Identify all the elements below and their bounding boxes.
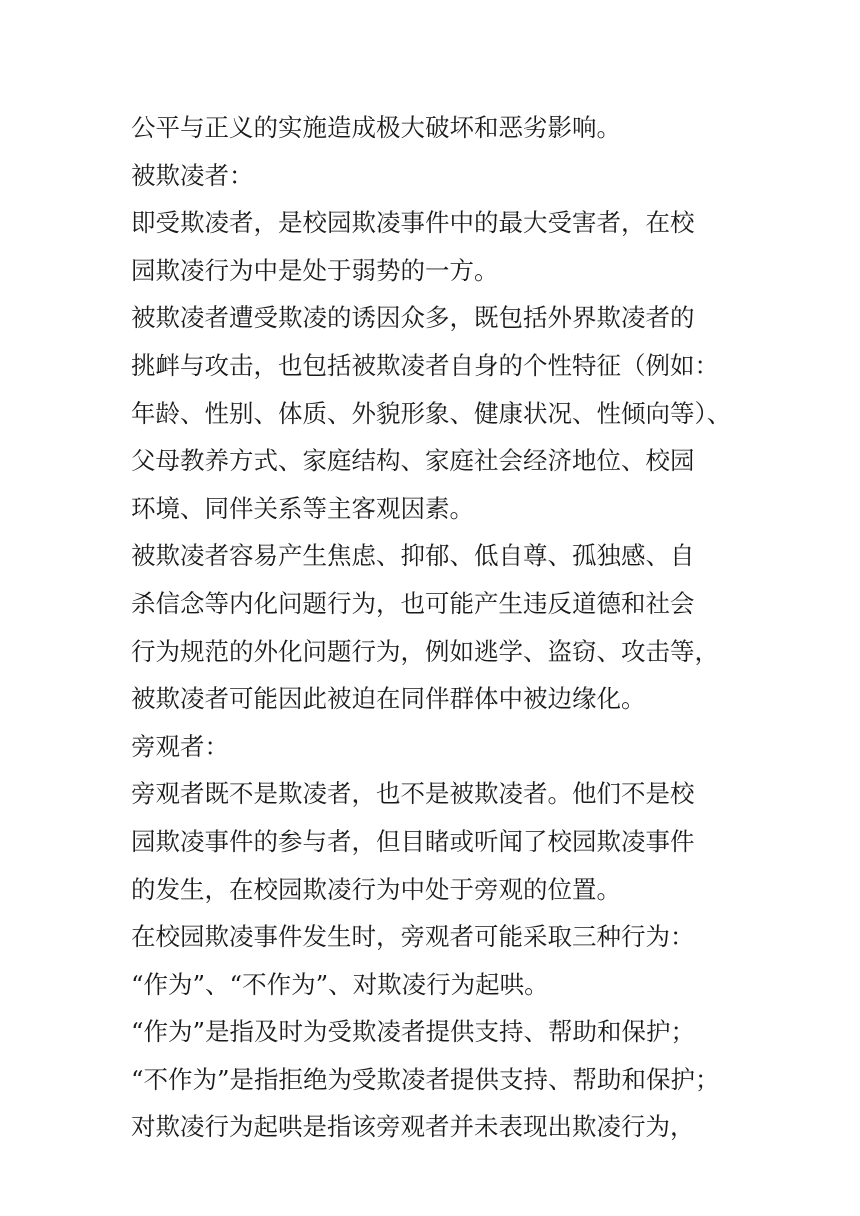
text-line: 被欺凌者可能因此被迫在同伴群体中被边缘化。	[131, 684, 646, 714]
text-line: 父母教养方式、家庭结构、家庭社会经济地位、校园	[131, 446, 695, 476]
document-body	[131, 104, 731, 1151]
text-line: 旁观者既不是欺凌者，也不是被欺凌者。他们不是校	[131, 779, 695, 809]
text-line: 公平与正义的实施造成极大破坏和恶劣影响。	[131, 113, 621, 142]
text-line: 杀信念等内化问题行为，也可能产生违反道德和社会	[131, 588, 695, 618]
section-heading-bullied: 被欺凌者：	[131, 160, 254, 190]
text-line: 对欺凌行为起哄是指该旁观者并未表现出欺凌行为，	[131, 1112, 695, 1142]
text-line: 被欺凌者容易产生焦虑、抑郁、低自尊、孤独感、自	[131, 541, 695, 571]
text-line: 挑衅与攻击，也包括被欺凌者自身的个性特征（例如：	[131, 350, 719, 380]
text-line: 行为规范的外化问题行为，例如逃学、盗窃、攻击等，	[131, 636, 719, 666]
text-line: “作为”、“不作为”、对欺凌行为起哄。	[131, 969, 549, 999]
text-line: 的发生，在校园欺凌行为中处于旁观的位置。	[131, 874, 621, 904]
text-line: “作为”是指及时为受欺凌者提供支持、帮助和保护；	[131, 1017, 696, 1047]
text-line: 在校园欺凌事件发生时，旁观者可能采取三种行为：	[131, 922, 695, 952]
text-line: 即受欺凌者，是校园欺凌事件中的最大受害者，在校	[131, 208, 695, 238]
section-heading-bystander: 旁观者：	[131, 731, 229, 761]
text-line: 园欺凌行为中是处于弱势的一方。	[131, 255, 499, 285]
text-line: 园欺凌事件的参与者，但目睹或听闻了校园欺凌事件	[131, 826, 695, 856]
text-line: “不作为”是指拒绝为受欺凌者提供支持、帮助和保护；	[131, 1064, 720, 1094]
text-line: 年龄、性别、体质、外貌形象、健康状况、性倾向等）、	[131, 398, 731, 428]
text-line: 环境、同伴关系等主客观因素。	[131, 493, 474, 523]
text-line: 被欺凌者遭受欺凌的诱因众多，既包括外界欺凌者的	[131, 303, 695, 333]
